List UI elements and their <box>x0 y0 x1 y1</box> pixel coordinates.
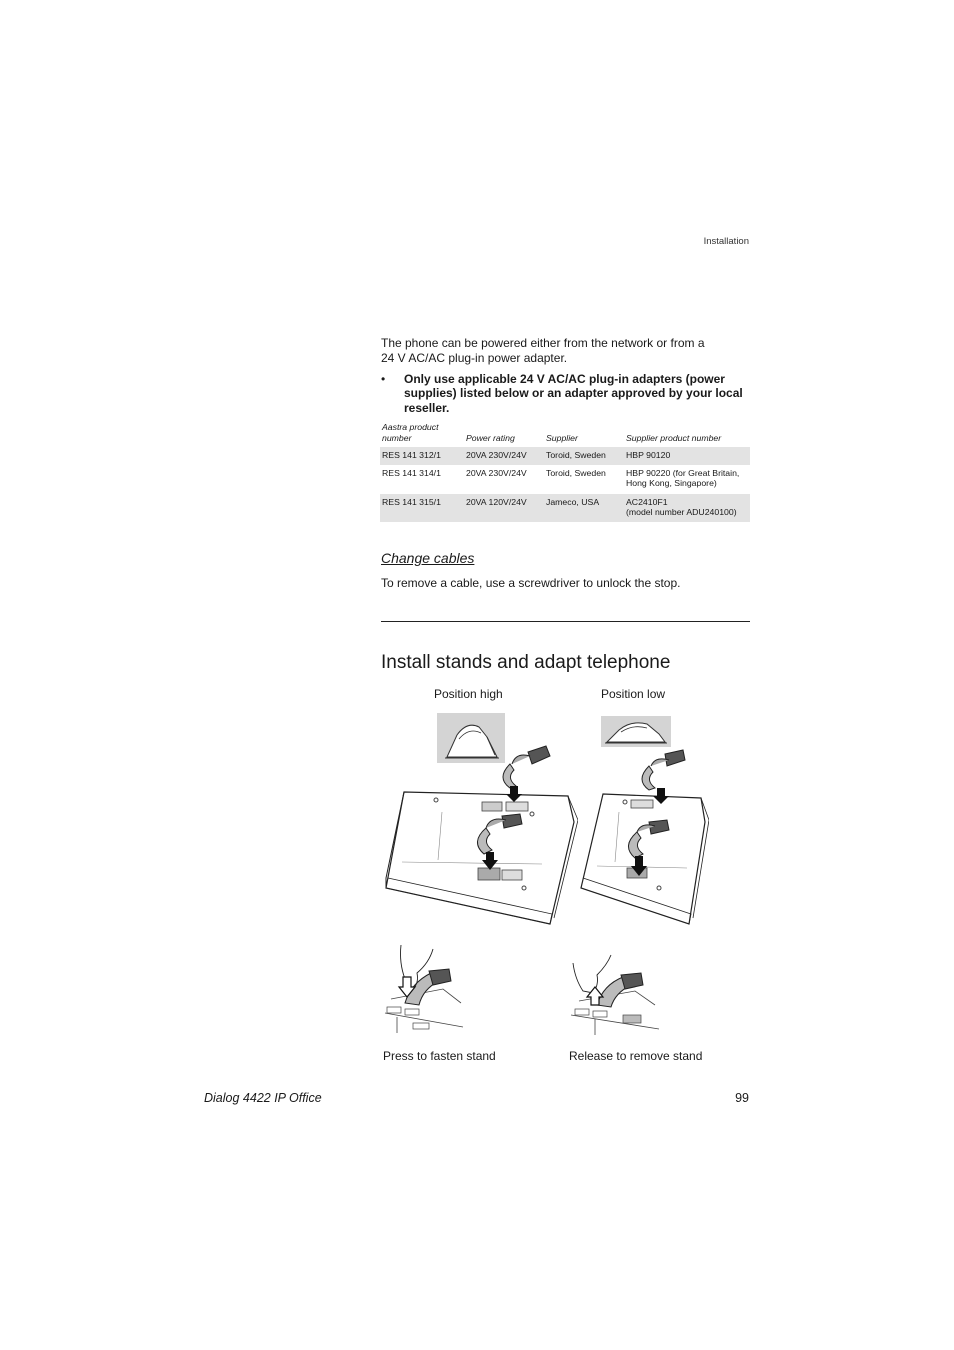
adapter-table <box>380 422 750 522</box>
cell-rating: 20VA 120V/24V <box>464 493 544 522</box>
col-header-rating: Power rating <box>466 432 515 443</box>
col-header-supplier-number: Supplier product number <box>626 432 722 443</box>
cell-supplier: Jameco, USA <box>544 493 624 522</box>
bullet-symbol: • <box>381 372 386 386</box>
cell-supplier-number <box>624 465 750 494</box>
cell-product: RES 141 315/1 <box>380 493 464 522</box>
supplier-number: HBP 90120 <box>626 450 671 460</box>
cell-product: RES 141 312/1 <box>380 447 464 465</box>
caption-press-fasten: Press to fasten stand <box>383 1049 496 1063</box>
supplier-note: (model number ADU240100) <box>626 507 737 517</box>
intro-line-1: The phone can be powered either from the network or from a <box>381 336 705 350</box>
intro-line-2: 24 V AC/AC plug-in power adapter. <box>381 350 568 365</box>
phone-base-high-illustration <box>382 742 578 926</box>
cell-supplier-number <box>624 493 750 522</box>
cell-supplier-number <box>624 447 750 465</box>
cell-rating: 20VA 230V/24V <box>464 447 544 465</box>
section-divider <box>381 621 750 622</box>
table-row <box>380 465 750 494</box>
intro-paragraph <box>381 336 751 365</box>
caption-release-remove: Release to remove stand <box>569 1049 703 1063</box>
section-title: Install stands and adapt telephone <box>381 652 671 673</box>
cell-supplier: Toroid, Sweden <box>544 447 624 465</box>
col-header-supplier: Supplier <box>546 432 578 443</box>
supplier-number: HBP 90220 (for Great Britain, <box>626 467 740 478</box>
table-row <box>380 447 750 465</box>
cell-rating: 20VA 230V/24V <box>466 467 527 478</box>
running-header: Installation <box>703 236 749 247</box>
cell-product: RES 141 314/1 <box>382 467 441 478</box>
supplier-note: Hong Kong, Singapore) <box>626 478 717 488</box>
table-row <box>380 493 750 522</box>
cell-supplier: Toroid, Sweden <box>546 467 606 478</box>
caption-position-high: Position high <box>434 687 503 701</box>
change-cables-heading: Change cables <box>381 550 475 566</box>
caption-position-low: Position low <box>601 687 666 701</box>
table-header-row <box>380 422 750 447</box>
phone-base-low-illustration <box>579 742 709 926</box>
footer-document-name: Dialog 4422 IP Office <box>204 1091 322 1105</box>
supplier-number: AC2410F1 <box>626 496 668 507</box>
footer-page-number: 99 <box>735 1091 749 1105</box>
press-fasten-illustration <box>383 943 465 1037</box>
bullet-text: Only use applicable 24 V AC/AC plug-in adapters (power supplies) listed below or an adapter approved by your local reseller. <box>404 372 743 415</box>
col-header-product: Aastra product number <box>382 422 439 443</box>
change-cables-text: To remove a cable, use a screwdriver to unlock the stop. <box>381 576 681 590</box>
release-remove-illustration <box>569 953 661 1037</box>
